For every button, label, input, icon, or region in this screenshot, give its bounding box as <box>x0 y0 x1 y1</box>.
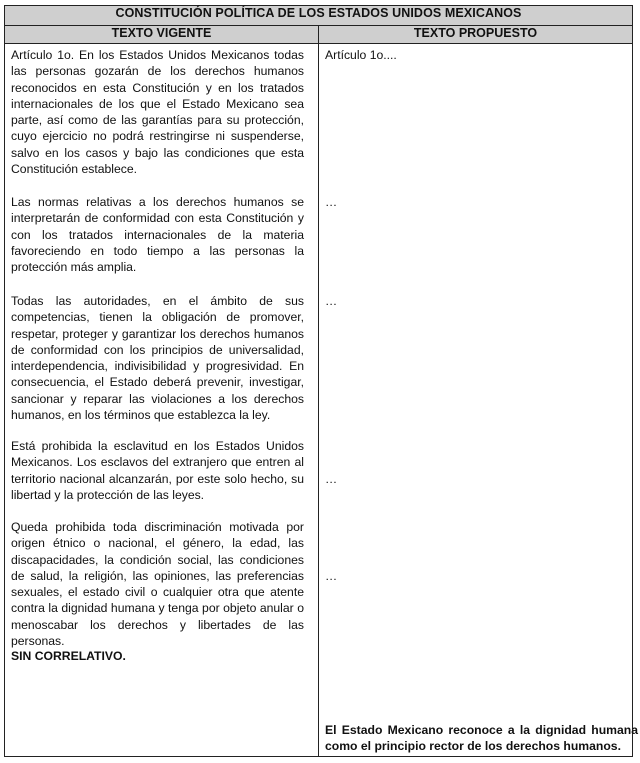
propuesto-paragraph-6: El Estado Mexicano reconoce a la dignidad humana como el principio rector de los derechos humanos. <box>325 723 638 754</box>
vigente-cell <box>5 44 319 757</box>
vigente-paragraph-2: Las normas relativas a los derechos humanos se interpretarán de conformidad con esta Constitución y con los tratados internacionales de la materia favoreciendo en todo tiempo a las personas la protección más amplia. <box>11 195 304 275</box>
comparison-table <box>4 5 638 757</box>
propuesto-paragraph-2: … <box>325 195 338 209</box>
propuesto-paragraph-3: … <box>325 294 338 308</box>
column-header-vigente: TEXTO VIGENTE <box>5 26 319 44</box>
document-page <box>4 5 638 755</box>
propuesto-paragraph-5: … <box>325 569 338 583</box>
propuesto-cell <box>319 44 638 757</box>
vigente-paragraph-6: SIN CORRELATIVO. <box>11 649 126 663</box>
propuesto-paragraph-1: Artículo 1o.... <box>325 48 397 62</box>
vigente-paragraph-4: Está prohibida la esclavitud en los Estados Unidos Mexicanos. Los esclavos del extranjero que entren al territorio nacional alcanzarán, por este solo hecho, su libertad y la protección de las leyes. <box>11 439 304 502</box>
vigente-paragraph-3: Todas las autoridades, en el ámbito de sus competencias, tienen la obligación de promover, respetar, proteger y garantizar los derechos humanos de conformidad con los principios de universalidad, interdependencia, indivisibilidad y progresividad. En consecuencia, el Estado deberá prevenir, investigar, sancionar y reparar las violaciones a los derechos humanos, en los términos que establezca la ley. <box>11 294 304 423</box>
propuesto-paragraph-4: … <box>325 472 338 486</box>
vigente-paragraph-5: Queda prohibida toda discriminación motivada por origen étnico o nacional, el género, la edad, las discapacidades, la condición social, las condiciones de salud, la religión, las opiniones, las preferencias sexuales, el estado civil o cualquier otra que atente contra la dignidad humana y tenga por objeto anular o menoscabar los derechos y libertades de las personas. <box>11 520 304 649</box>
table-title: CONSTITUCIÓN POLÍTICA DE LOS ESTADOS UNIDOS MEXICANOS <box>5 6 633 26</box>
vigente-paragraph-1: Artículo 1o. En los Estados Unidos Mexicanos todas las personas gozarán de los derechos humanos reconocidos en esta Constitución y en los tratados internacionales de los que el Estado Mexicano sea parte, así como de las garantías para su protección, cuyo ejercicio no podrá restringirse ni suspenderse, salvo en los casos y bajo las condiciones que esta Constitución establece. <box>11 48 304 177</box>
column-header-propuesto: TEXTO PROPUESTO <box>319 26 633 44</box>
